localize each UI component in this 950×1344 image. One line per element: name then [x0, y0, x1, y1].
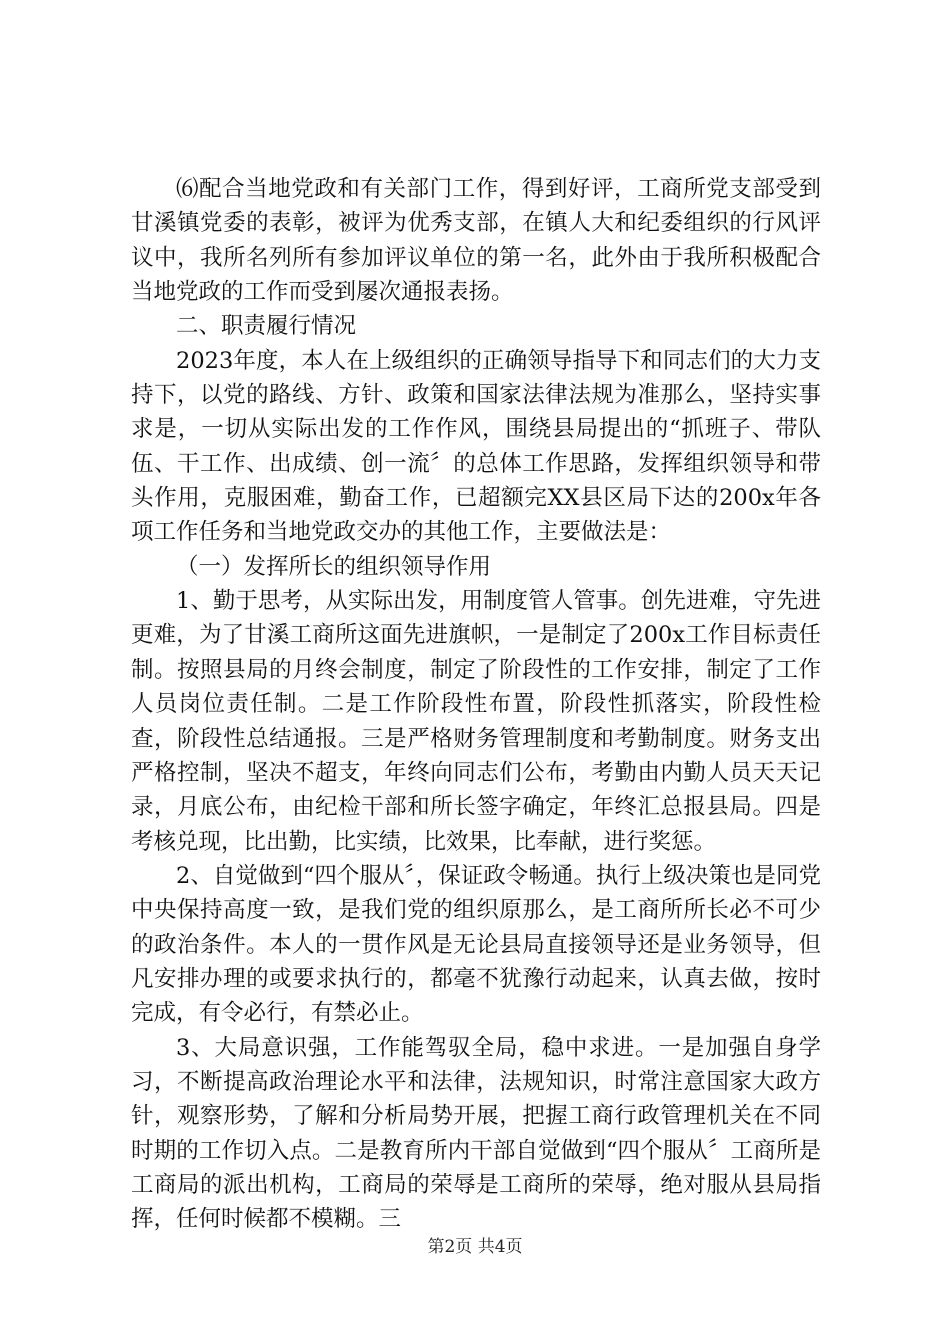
paragraph-annual-summary: 2023年度，本人在上级组织的正确领导指导下和同志们的大力支持下，以党的路线、方针、政策和国家法律法规为准那么，坚持实事求是，一切从实际出发的工作作风，围绕县局提出的“抓班子、带队伍、干工作、出成绩、创一流〞的总体工作思路，发挥组织领导和带头作用，克服困难，勤奋工作，已超额完XX县区局下达的200x年各项工作任务和当地党政交办的其他工作，主要做法是： [131, 347, 821, 546]
paragraph-point-2: 2、自觉做到“四个服从〞，保证政令畅通。执行上级决策也是同党中央保持高度一致，是我们党的组织原那么，是工商所所长必不可少的政治条件。本人的一贯作风是无论县局直接领导还是业务领导，但凡安排办理的或要求执行的，都毫不犹豫行动起来，认真去做，按时完成，有令必行，有禁必止。 [131, 862, 821, 1027]
paragraph-item-6: ⑹配合当地党政和有关部门工作，得到好评，工商所党支部受到甘溪镇党委的表彰，被评为优秀支部，在镇人大和纪委组织的行风评议中，我所名列所有参加评议单位的第一名，此外由于我所积极配合当地党政的工作而受到屡次通报表扬。 [131, 176, 821, 306]
paragraph-point-3: 3、大局意识强，工作能驾驭全局，稳中求进。一是加强自身学习，不断提高政治理论水平和法律，法规知识，时常注意国家大政方针，观察形势，了解和分析局势开展，把握工商行政管理机关在不同时期的工作切入点。二是教育所内干部自觉做到“四个服从〞工商所是工商局的派出机构，工商局的荣辱是工商所的荣辱，绝对服从县局指挥，任何时候都不模糊。三 [131, 1034, 821, 1233]
page-number-footer: 第2页 共4页 [427, 1237, 523, 1257]
paragraph-point-1: 1、勤于思考，从实际出发，用制度管人管事。创先进难，守先进更难，为了甘溪工商所这面先进旗帜，一是制定了200x工作目标责任制。按照县局的月终会制度，制定了阶段性的工作安排，制定了工作人员岗位责任制。二是工作阶段性布置，阶段性抓落实，阶段性检查，阶段性总结通报。三是严格财务管理制度和考勤制度。财务支出严格控制，坚决不超支，年终向同志们公布，考勤由内勤人员天天记录，月底公布，由纪检干部和所长签字确定，年终汇总报县局。四是考核兑现，比出勤，比实绩，比效果，比奉献，进行奖惩。 [131, 588, 821, 855]
document-body [131, 172, 821, 1237]
section-heading-duty-performance: 二、职责履行情况 [176, 313, 357, 340]
subsection-heading-leadership: （一）发挥所长的组织领导作用 [176, 553, 492, 580]
